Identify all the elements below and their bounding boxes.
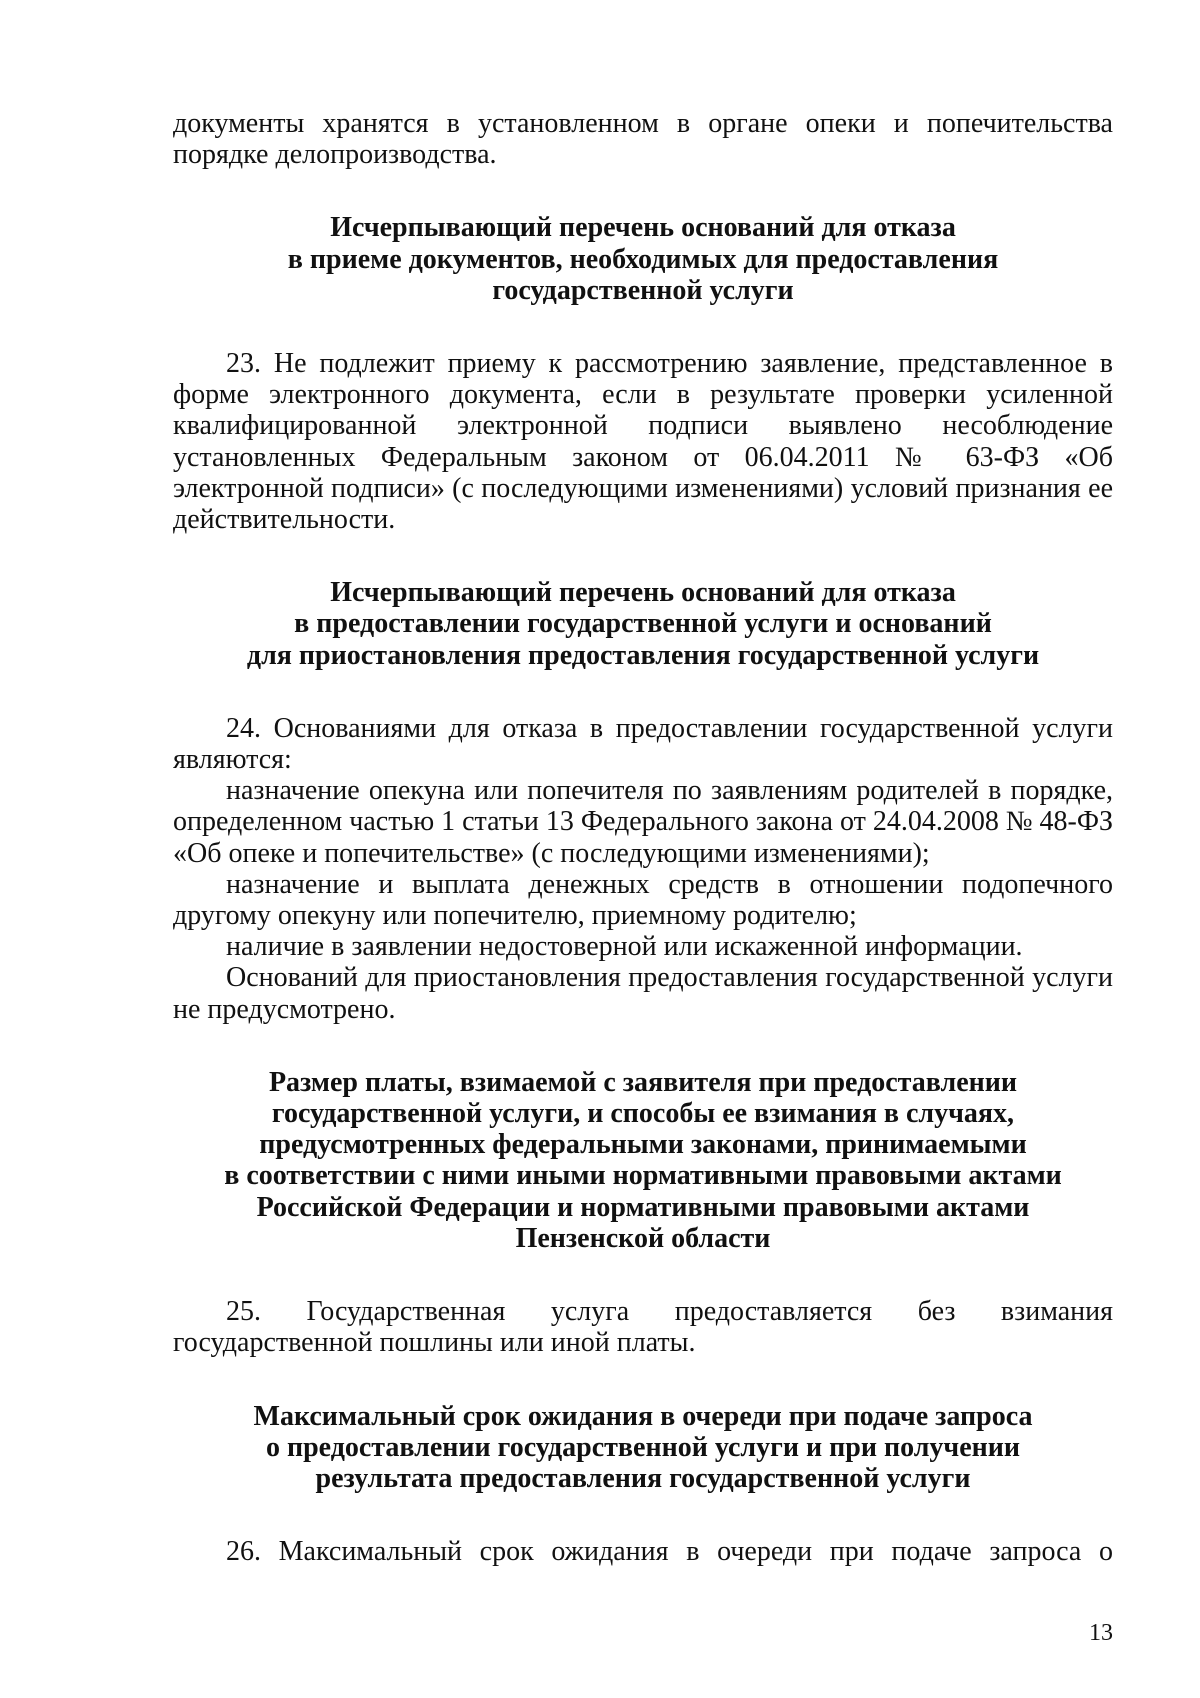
paragraph-25: 25. Государственная услуга предоставляется без взимания государственной пошлины или иной платы. xyxy=(173,1296,1113,1359)
heading-line: государственной услуги xyxy=(492,274,794,306)
document-page xyxy=(173,108,1113,1567)
heading-line: государственной услуги, и способы ее взимания в случаях, xyxy=(271,1098,1015,1130)
heading-line: Размер платы, взимаемой с заявителя при предоставлении xyxy=(268,1066,1018,1098)
section-heading-refusal-acceptance xyxy=(173,212,1113,306)
paragraph-23: 23. Не подлежит приему к рассмотрению заявление, представленное в форме электронного документа, если в результате проверки усиленной квалифицированной электронной подписи выявлено несоблюдение установленных Федеральным законом от 06.04.2011 № 63-ФЗ «Об электронной подписи» (с последующими изменениями) условий признания ее действительности. xyxy=(173,348,1113,536)
heading-line: Исчерпывающий перечень оснований для отказа xyxy=(330,577,956,609)
refusal-reason-3: наличие в заявлении недостоверной или искаженной информации. xyxy=(226,931,1023,963)
paragraph-24: 24. Основаниями для отказа в предоставлении государственной услуги являются: xyxy=(173,712,1113,776)
heading-line: в соответствии с ними иными нормативными правовыми актами xyxy=(224,1160,1062,1192)
heading-line: Максимальный срок ожидания в очереди при подаче запроса xyxy=(253,1400,1033,1432)
refusal-reason-2: назначение и выплата денежных средств в отношении подопечного другому опекуну или попечителю, приемному родителю; xyxy=(173,868,1113,932)
heading-line: о предоставлении государственной услуги и при получении xyxy=(265,1431,1021,1463)
heading-line: предусмотренных федеральными законами, принимаемыми xyxy=(259,1129,1027,1161)
heading-line: Пензенской области xyxy=(515,1222,771,1254)
paragraph-continuation-line1: документы хранятся в установленном в органе опеки и попечительства xyxy=(173,108,1113,139)
heading-line: в приеме документов, необходимых для предоставления xyxy=(287,243,999,275)
heading-line: Российской Федерации и нормативными правовыми актами xyxy=(256,1191,1030,1223)
no-suspension-statement: Оснований для приостановления предоставления государственной услуги не предусмотрено. xyxy=(173,962,1113,1025)
section-heading-refusal-service xyxy=(173,577,1113,671)
section-heading-fee xyxy=(173,1067,1113,1254)
heading-line: в предоставлении государственной услуги и оснований xyxy=(294,608,992,640)
paragraph-26: 26. Максимальный срок ожидания в очереди при подаче запроса о xyxy=(226,1536,1113,1568)
paragraph-continuation-line2: порядке делопроизводства. xyxy=(173,139,497,171)
section-heading-queue-time xyxy=(173,1401,1113,1495)
refusal-reason-1: назначение опекуна или попечителя по заявлениям родителей в порядке, определенном частью 1 статьи 13 Федерального закона от 24.04.2008 № 48-ФЗ «Об опеке и попечительстве» (с последующими изменениями); xyxy=(173,775,1114,869)
heading-line: Исчерпывающий перечень оснований для отказа xyxy=(330,212,956,244)
heading-line: для приостановления предоставления государственной услуги xyxy=(246,639,1040,671)
page-number: 13 xyxy=(1089,1620,1113,1646)
heading-line: результата предоставления государственной услуги xyxy=(315,1462,971,1494)
